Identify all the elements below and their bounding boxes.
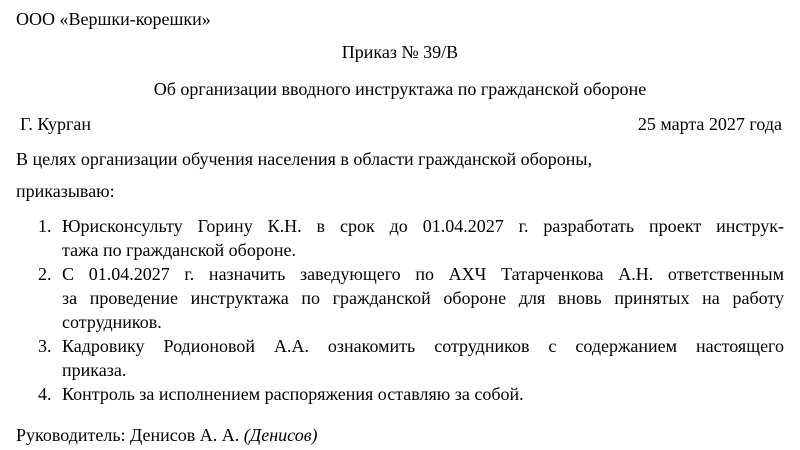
order-item-line: тажа по гражданской обороне. [62,240,296,260]
order-title: Приказ № 39/В [341,42,459,62]
order-city: Г. Курган [20,114,92,134]
order-item-number: 2. [38,264,52,284]
order-items-list [0,214,800,406]
organization-name: ООО «Вершки-корешки» [16,9,211,29]
order-item [0,214,800,262]
order-item-number: 1. [38,216,52,236]
signature-handwritten: (Денисов) [243,425,318,445]
order-directive-word: приказываю: [16,181,115,201]
order-item [0,334,800,382]
order-date: 25 марта 2027 года [637,114,782,134]
order-item-line: приказа. [62,360,127,380]
order-item-line: за проведение инструктажа по гражданской обороне для вновь принятых на работу [62,288,784,308]
signature-block [16,424,318,446]
order-subject: Об организации вводного инструктажа по гражданской обороне [153,79,647,99]
order-item [0,382,800,406]
order-item-number: 4. [38,384,52,404]
order-item [0,262,800,334]
signature-label: Руководитель: Денисов А. А. [16,425,240,445]
order-item-line: Кадровику Родионовой А.А. ознакомить сотрудников с содержанием настоящего [62,336,784,356]
order-item-number: 3. [38,336,52,356]
order-preamble: В целях организации обучения населения в области гражданской обороны, [16,149,593,169]
order-item-line: Контроль за исполнением распоряжения оставляю за собой. [62,384,524,404]
order-item-line: Юрисконсульту Горину К.Н. в срок до 01.04.2027 г. разработать проект инструк- [62,216,784,236]
order-item-line: С 01.04.2027 г. назначить заведующего по АХЧ Татарченкова А.Н. ответственным [62,264,784,284]
order-item-line: сотрудников. [62,312,162,332]
